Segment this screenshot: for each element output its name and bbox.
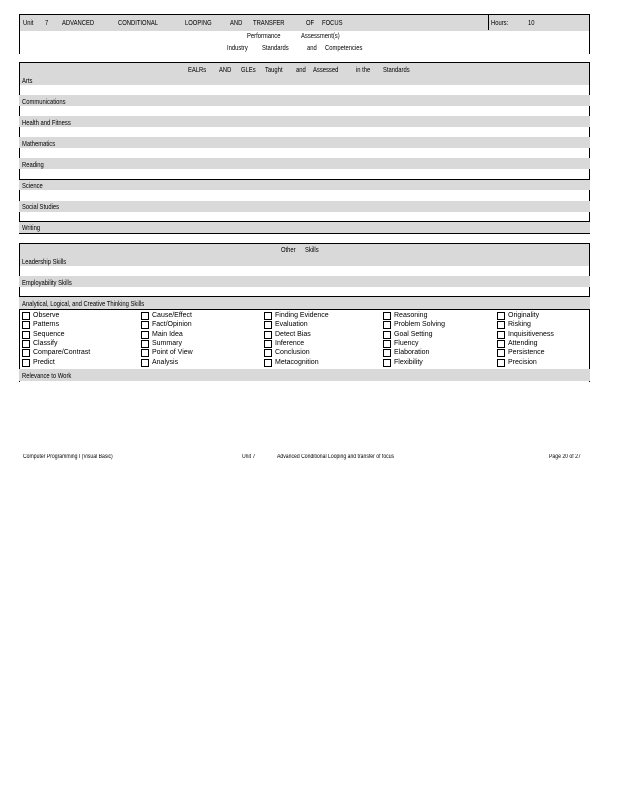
industry-label: Industry: [227, 43, 248, 52]
checkbox-box[interactable]: [141, 312, 149, 320]
other-skills-heading: Skills: [305, 245, 319, 254]
checkbox-analysis[interactable]: Analysis: [141, 358, 178, 367]
footer-unit-title: Advanced Conditional Looping and transfer of focus: [277, 454, 395, 460]
title-word: ADVANCED: [62, 18, 95, 27]
checkbox-finding-evidence[interactable]: Finding Evidence: [264, 311, 329, 320]
subject-arts: Arts: [22, 76, 33, 85]
checkbox-box[interactable]: [141, 340, 149, 348]
title-word: CONDITIONAL: [118, 18, 158, 27]
checkbox-patterns[interactable]: Patterns: [22, 320, 59, 329]
checkbox-box[interactable]: [141, 349, 149, 357]
subject-reading: Reading: [22, 160, 44, 169]
checkbox-box[interactable]: [22, 312, 30, 320]
checkbox-conclusion[interactable]: Conclusion: [264, 348, 310, 357]
checkbox-box[interactable]: [497, 340, 505, 348]
checkbox-metacognition[interactable]: Metacognition: [264, 358, 319, 367]
checkbox-box[interactable]: [497, 312, 505, 320]
hours-label: Hours:: [491, 18, 509, 27]
checkbox-box[interactable]: [22, 331, 30, 339]
ealrs-heading: in the: [356, 65, 371, 74]
leadership-skills-label: Leadership Skills: [22, 257, 67, 266]
checkbox-fluency[interactable]: Fluency: [383, 339, 419, 348]
ealrs-heading: Taught: [265, 65, 283, 74]
checkbox-box[interactable]: [264, 331, 272, 339]
title-word: LOOPING: [185, 18, 212, 27]
footer-course: Computer Programming I (Visual Basic): [23, 454, 113, 460]
checkbox-box[interactable]: [383, 349, 391, 357]
industry-label: Competencies: [325, 43, 363, 52]
subject-health-fitness: Health and Fitness: [22, 118, 71, 127]
checkbox-box[interactable]: [383, 331, 391, 339]
hours-value: 10: [528, 18, 535, 27]
checkbox-box[interactable]: [264, 321, 272, 329]
checkbox-box[interactable]: [22, 321, 30, 329]
subject-communications: Communications: [22, 97, 66, 106]
subject-science: Science: [22, 181, 43, 190]
unit-label: Unit: [23, 18, 34, 27]
checkbox-problem-solving[interactable]: Problem Solving: [383, 320, 445, 329]
ealrs-heading: Assessed: [313, 65, 339, 74]
checkbox-box[interactable]: [497, 331, 505, 339]
checkbox-box[interactable]: [264, 340, 272, 348]
checkbox-box[interactable]: [383, 321, 391, 329]
checkbox-observe[interactable]: Observe: [22, 311, 59, 320]
industry-label: and: [307, 43, 317, 52]
unit-number: 7: [45, 18, 49, 27]
ealrs-heading: GLEs: [241, 65, 256, 74]
checkbox-evaluation[interactable]: Evaluation: [264, 320, 308, 329]
checkbox-classify[interactable]: Classify: [22, 339, 58, 348]
analytical-skills-label: Analytical, Logical, and Creative Thinking Skills: [22, 299, 145, 308]
industry-label: Standards: [262, 43, 289, 52]
checkbox-box[interactable]: [141, 331, 149, 339]
checkbox-box[interactable]: [383, 312, 391, 320]
footer-page-number: Page 20 of 27: [549, 454, 581, 460]
checkbox-inquisitiveness[interactable]: Inquisitiveness: [497, 330, 554, 339]
checkbox-compare-contrast[interactable]: Compare/Contrast: [22, 348, 90, 357]
checkbox-box[interactable]: [264, 312, 272, 320]
checkbox-flexibility[interactable]: Flexibility: [383, 358, 423, 367]
subject-mathematics: Mathematics: [22, 139, 56, 148]
checkbox-inference[interactable]: Inference: [264, 339, 304, 348]
checkbox-box[interactable]: [264, 359, 272, 367]
checkbox-sequence[interactable]: Sequence: [22, 330, 65, 339]
checkbox-reasoning[interactable]: Reasoning: [383, 311, 427, 320]
performance-label: Assessment(s): [301, 31, 340, 40]
checkbox-box[interactable]: [22, 340, 30, 348]
other-skills-heading: Other: [281, 245, 296, 254]
title-word: FOCUS: [322, 18, 343, 27]
title-word: OF: [306, 18, 315, 27]
subject-writing: Writing: [22, 223, 41, 232]
checkbox-box[interactable]: [497, 359, 505, 367]
ealrs-heading: Standards: [383, 65, 410, 74]
checkbox-point-of-view[interactable]: Point of View: [141, 348, 193, 357]
checkbox-box[interactable]: [264, 349, 272, 357]
checkbox-box[interactable]: [497, 321, 505, 329]
performance-label: Performance: [247, 31, 281, 40]
checkbox-box[interactable]: [22, 359, 30, 367]
ealrs-heading: and: [296, 65, 306, 74]
checkbox-box[interactable]: [141, 321, 149, 329]
checkbox-summary[interactable]: Summary: [141, 339, 182, 348]
ealrs-heading: AND: [219, 65, 232, 74]
employability-skills-label: Employability Skills: [22, 278, 72, 287]
checkbox-persistence[interactable]: Persistence: [497, 348, 545, 357]
title-word: TRANSFER: [253, 18, 285, 27]
checkbox-box[interactable]: [22, 349, 30, 357]
checkbox-attending[interactable]: Attending: [497, 339, 538, 348]
checkbox-goal-setting[interactable]: Goal Setting: [383, 330, 433, 339]
checkbox-box[interactable]: [383, 340, 391, 348]
checkbox-fact-opinion[interactable]: Fact/Opinion: [141, 320, 192, 329]
checkbox-cause-effect[interactable]: Cause/Effect: [141, 311, 192, 320]
checkbox-risking[interactable]: Risking: [497, 320, 531, 329]
checkbox-box[interactable]: [141, 359, 149, 367]
checkbox-box[interactable]: [497, 349, 505, 357]
footer-unit: Unit 7: [242, 454, 256, 460]
checkbox-box[interactable]: [383, 359, 391, 367]
checkbox-main-idea[interactable]: Main Idea: [141, 330, 183, 339]
checkbox-precision[interactable]: Precision: [497, 358, 537, 367]
checkbox-detect-bias[interactable]: Detect Bias: [264, 330, 311, 339]
checkbox-elaboration[interactable]: Elaboration: [383, 348, 429, 357]
title-word: AND: [230, 18, 243, 27]
ealrs-heading: EALRs: [188, 65, 207, 74]
subject-social-studies: Social Studies: [22, 202, 60, 211]
checkbox-predict[interactable]: Predict: [22, 358, 55, 367]
relevance-to-work-label: Relevance to Work: [22, 371, 72, 380]
checkbox-originality[interactable]: Originality: [497, 311, 539, 320]
